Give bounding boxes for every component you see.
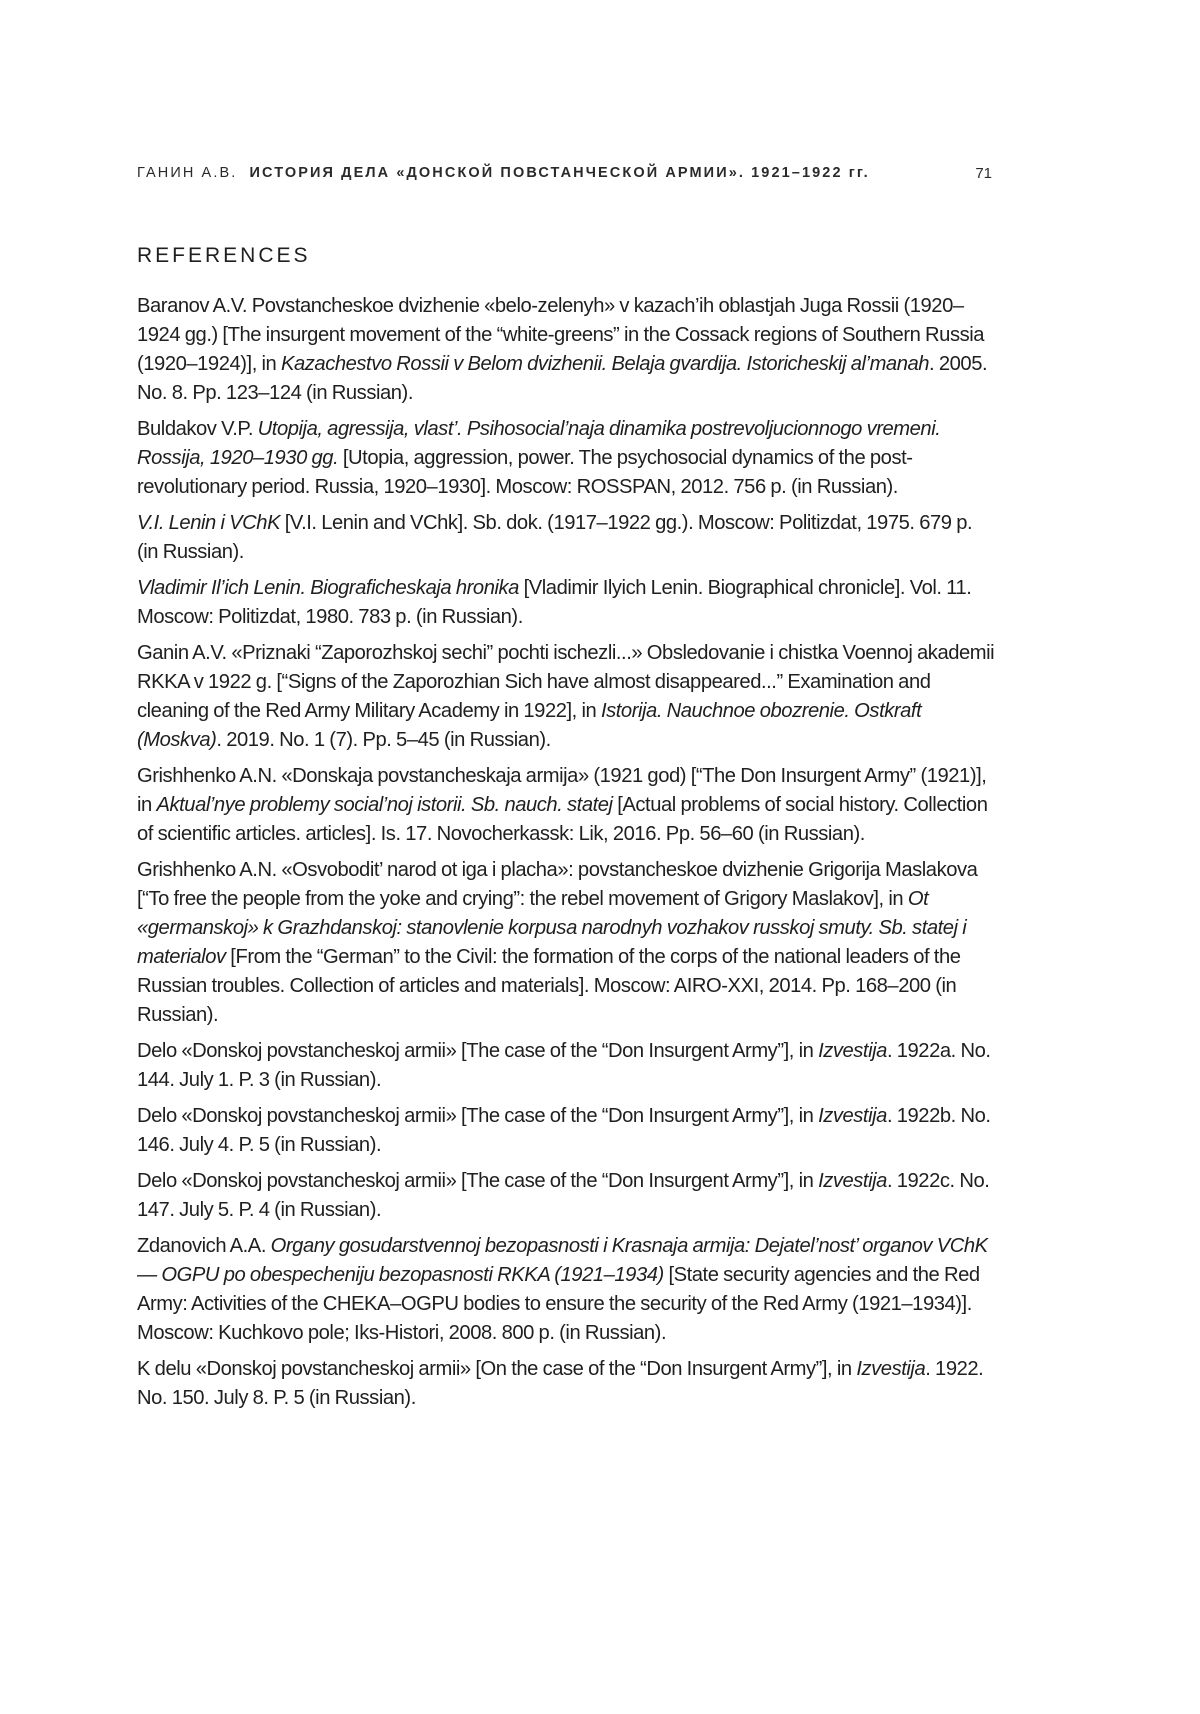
reference-italic-title: Izvestija <box>818 1170 887 1192</box>
reference-text: [From the “German” to the Civil: the formation of the corps of the national leaders of the Russian troubles. Collection of articles and materials]. Moscow: AIRO-XXI, 2014. Pp. 168–200 (in Russian). <box>137 946 961 1026</box>
reference-entry <box>137 1232 997 1348</box>
reference-italic-title: Kazachestvo Rossii v Belom dvizhenii. Belaja gvardija. Istoricheskij al’manah <box>281 353 930 375</box>
reference-text: Zdanovich A.A. <box>137 1235 271 1257</box>
reference-italic-title: Izvestija <box>818 1105 887 1127</box>
running-head-title: ИСТОРИЯ ДЕЛА «ДОНСКОЙ ПОВСТАНЧЕСКОЙ АРМИИ». 1921–1922 гг. <box>249 165 870 181</box>
reference-text: . 1922b. No. 146. July 4. P. 5 (in Russian). <box>137 1105 991 1156</box>
reference-text: Grishhenko A.N. «Donskaja povstancheskaja armija» (1921 god) [“The Don Insurgent Army” (1921)], in <box>137 765 987 816</box>
reference-italic-title: Vladimir Il’ich Lenin. Biograficheskaja hronika <box>137 577 519 599</box>
reference-entry <box>137 574 997 632</box>
reference-text: . 2019. No. 1 (7). Pp. 5–45 (in Russian). <box>216 729 551 751</box>
reference-entry <box>137 415 997 502</box>
reference-text: . 2005. No. 8. Pp. 123–124 (in Russian). <box>137 353 988 404</box>
reference-entry <box>137 1102 997 1160</box>
running-head-author: ГАНИН А.В. <box>137 165 238 181</box>
reference-list <box>137 292 997 1420</box>
reference-text: [Utopia, aggression, power. The psychosocial dynamics of the post-revolutionary period. Russia, 1920–1930]. Moscow: ROSSPAN, 2012. 756 p. (in Russian). <box>137 447 913 498</box>
reference-italic-title: V.I. Lenin i VChK <box>137 512 281 534</box>
reference-italic-title: Organy gosudarstvennoj bezopasnosti i Krasnaja armija: Dejatel’nost’ organov VChK — OGPU po obespecheniju bezopasnosti RKKA (1921–1934) <box>137 1235 988 1286</box>
reference-text: [V.I. Lenin and VChk]. Sb. dok. (1917–1922 gg.). Moscow: Politizdat, 1975. 679 p. (in Russian). <box>137 512 973 563</box>
reference-italic-title: Ot «germanskoj» k Grazhdanskoj: stanovlenie korpusa narodnyh vozhakov russkoj smuty. Sb. statej i materialov <box>137 888 967 968</box>
reference-text: [State security agencies and the Red Army: Activities of the CHEKA–OGPU bodies to ensure the security of the Red Army (1921–1934)]. Moscow: Kuchkovo pole; Iks-Histori, 2008. 800 p. (in Russian). <box>137 1264 980 1344</box>
reference-text: Grishhenko A.N. «Osvobodit’ narod ot iga i placha»: povstancheskoe dvizhenie Grigorija Maslakova [“To free the people from the yoke and crying”: the rebel movement of Grigory Maslakov], in <box>137 859 978 910</box>
reference-text: Ganin A.V. «Priznaki “Zaporozhskoj sechi” pochti ischezli...» Obsledovanie i chistka Voennoj akademii RKKA v 1922 g. [“Signs of the Zaporozhian Sich have almost disappeared...” Examination and cleaning of the Red Army Military Academy in 1922], in <box>137 642 995 722</box>
reference-text: Baranov A.V. Povstancheskoe dvizhenie «belo-zelenyh» v kazach’ih oblastjah Juga Rossii (1920–1924 gg.) [The insurgent movement of the “white-greens” in the Cossack regions of Southern Russia (1920–1924)], in <box>137 295 985 375</box>
reference-text: Delo «Donskoj povstancheskoj armii» [The case of the “Don Insurgent Army”], in <box>137 1040 819 1062</box>
reference-text: K delu «Donskoj povstancheskoj armii» [On the case of the “Don Insurgent Army”], in <box>137 1358 857 1380</box>
reference-italic-title: Utopija, agressija, vlast’. Psihosocial’naja dinamika postrevoljucionnogo vremeni. Rossija, 1920–1930 gg. <box>137 418 941 469</box>
reference-text: [Vladimir Ilyich Lenin. Biographical chronicle]. Vol. 11. Moscow: Politizdat, 1980. 783 p. (in Russian). <box>137 577 972 628</box>
reference-entry <box>137 1167 997 1225</box>
reference-text: . 1922a. No. 144. July 1. P. 3 (in Russian). <box>137 1040 991 1091</box>
references-heading: REFERENCES <box>137 244 311 267</box>
reference-text: . 1922. No. 150. July 8. P. 5 (in Russian). <box>137 1358 984 1409</box>
reference-italic-title: Izvestija <box>818 1040 887 1062</box>
reference-italic-title: Izvestija <box>856 1358 926 1380</box>
reference-entry <box>137 1355 997 1413</box>
reference-text: . 1922c. No. 147. July 5. P. 4 (in Russian). <box>137 1170 990 1221</box>
reference-entry <box>137 509 997 567</box>
reference-italic-title: Aktual’nye problemy social’noj istorii. Sb. nauch. statej <box>156 794 613 816</box>
reference-text: Delo «Donskoj povstancheskoj armii» [The case of the “Don Insurgent Army”], in <box>137 1105 819 1127</box>
reference-text: Delo «Donskoj povstancheskoj armii» [The case of the “Don Insurgent Army”], in <box>137 1170 819 1192</box>
reference-entry <box>137 1037 997 1095</box>
reference-italic-title: Istorija. Nauchnoe obozrenie. Ostkraft (Moskva) <box>137 700 922 751</box>
running-head <box>137 165 992 189</box>
reference-text: Buldakov V.P. <box>137 418 258 440</box>
reference-text: [Actual problems of social history. Collection of scientific articles. articles]. Is. 17. Novocherkassk: Lik, 2016. Pp. 56–60 (in Russian). <box>137 794 988 845</box>
reference-entry <box>137 856 997 1030</box>
reference-entry <box>137 639 997 755</box>
reference-entry <box>137 762 997 849</box>
reference-entry <box>137 292 997 408</box>
page-number: 71 <box>975 165 992 182</box>
